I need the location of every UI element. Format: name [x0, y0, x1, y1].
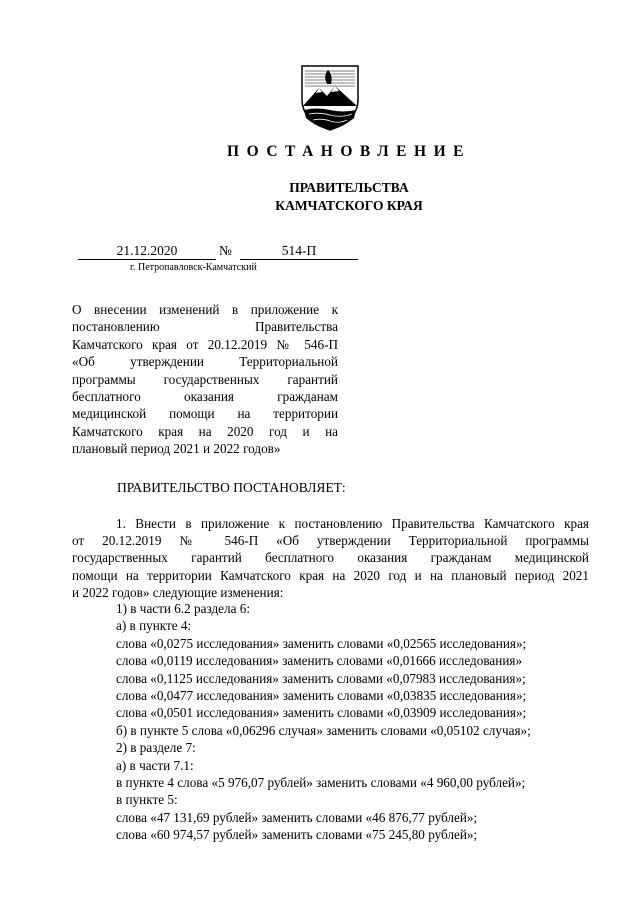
document-date: 21.12.2020	[78, 243, 216, 260]
document-subject	[72, 301, 338, 458]
document-title: ПОСТАНОВЛЕНИЕ	[227, 143, 471, 160]
paragraph-line: помощи на территории Камчатского края на 2020 год и на плановый период 2021	[72, 567, 589, 583]
paragraph-line: государственных гарантий бесплатного оказания гражданам медицинской	[72, 550, 589, 566]
list-item: 1) в части 6.2 раздела 6:	[116, 601, 251, 616]
subject-line: Камчатского края от 20.12.2019 № 546-П	[72, 336, 338, 352]
subject-line: бесплатного оказания гражданам	[72, 389, 338, 405]
paragraph-1	[72, 515, 589, 601]
paragraph-line: и 2022 годов» следующие изменения:	[72, 584, 284, 600]
subject-line: Камчатского края на 2020 год и на	[72, 423, 338, 439]
list-item: слова «60 974,57 рублей» заменить словами «75 245,80 рублей»;	[116, 827, 478, 843]
list-item: слова «0,1125 исследования» заменить словами «0,07983 исследования»;	[116, 670, 526, 686]
list-item: а) в части 7.1:	[116, 757, 194, 773]
list-item: 2) в разделе 7:	[116, 740, 196, 756]
city-name: г. Петропавловск-Камчатский	[130, 262, 257, 273]
list-item: слова «47 131,69 рублей» заменить словами «46 876,77 рублей»;	[116, 809, 478, 825]
list-item: в пункте 4 слова «5 976,07 рублей» заменить словами «4 960,00 рублей»;	[116, 775, 526, 791]
coat-of-arms-emblem	[297, 62, 363, 132]
decree-statement: ПРАВИТЕЛЬСТВО ПОСТАНОВЛЯЕТ:	[117, 480, 346, 495]
list-item: слова «0,0501 исследования» заменить словами «0,03909 исследования»;	[116, 705, 527, 721]
list-item: б) в пункте 5 слова «0,06296 случая» заменить словами «0,05102 случая»;	[116, 722, 531, 738]
list-item: в пункте 5:	[116, 792, 178, 808]
list-item: слова «0,0477 исследования» заменить словами «0,03835 исследования»;	[116, 688, 527, 704]
amendment-list	[116, 600, 596, 844]
subject-line: медицинской помощи на территории	[72, 406, 338, 422]
subject-line: постановлению Правительства	[72, 319, 338, 335]
document-number: 514-П	[240, 243, 358, 260]
organization-line-2: КАМЧАТСКОГО КРАЯ	[275, 198, 423, 213]
subject-line: программы государственных гарантий	[72, 371, 338, 387]
organization-line-1: ПРАВИТЕЛЬСТВА	[289, 180, 409, 195]
list-item: слова «0,0275 исследования» заменить словами «0,02565 исследования»;	[116, 635, 527, 651]
paragraph-line: 1. Внести в приложение к постановлению Правительства Камчатского края	[116, 516, 589, 531]
subject-line: плановый период 2021 и 2022 годов»	[72, 441, 281, 457]
list-item: слова «0,0119 исследования» заменить словами «0,01666 исследования»	[116, 653, 523, 669]
paragraph-line: от 20.12.2019 № 546-П «Об утверждении Территориальной программы	[72, 533, 589, 549]
subject-line: «Об утверждении Территориальной	[72, 354, 338, 370]
subject-line: О внесении изменений в приложение к	[72, 302, 338, 317]
number-sign: №	[219, 243, 232, 258]
list-item: а) в пункте 4:	[116, 618, 192, 634]
